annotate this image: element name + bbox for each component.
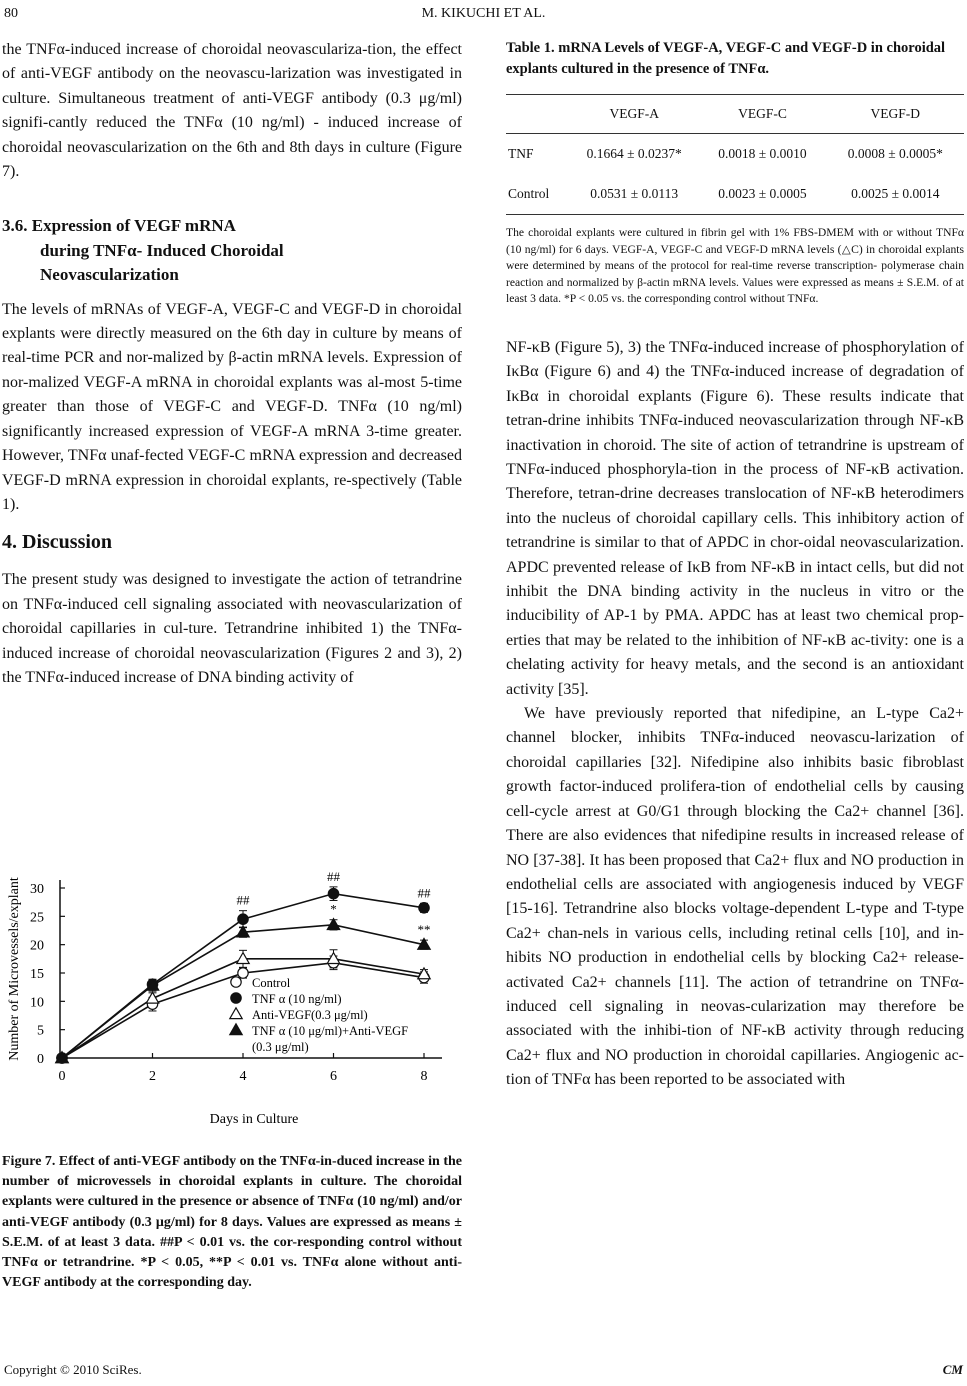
x-tick-label: 0	[58, 1069, 66, 1084]
table-cell: 0.0018 ± 0.0010	[718, 146, 807, 161]
significance-label: ##	[417, 885, 431, 901]
table-row	[506, 134, 964, 175]
table-cell: 0.0008 ± 0.0005*	[847, 146, 943, 161]
x-tick-label: 6	[330, 1069, 337, 1084]
significance-label: ##	[327, 868, 340, 884]
paragraph-nfkb: NF-κB (Figure 5), 3) the TNFα-induced increase of phosphorylation of IκBα (Figure 6) and 4) the TNFα-induced increase of degradation of IκBα in choroidal explants (Figure 6). These results indicate that tetran-drine inhibits TNFα-induced neovascularization through NF-κB inactivation in choroid. The site of action of tetrandrine is upstream of TNFα-induced phosphoryla-tion in the process of NF-κB activation. Therefore, tetran-drine decreases translocation of NF-κB heterodimers into the nucleus of choroidal capillary cells. This inhibitory action of tetrandrine is similar to that of APDC in chor-oidal neovascularization. APDC prevented release of IκB from NF-κB in intact cells, but did not inhibit the DNA binding activity in the nucleus in vitro or the inducibility of AP-1 by PMA. APDC has at least two chemical prop-erties that may be related to the inhibition of NF-κB ac-tivity: one is a chelating activity for heavy metals, and the second is an antioxidant activity [35].	[506, 338, 964, 698]
running-title: M. KIKUCHI ET AL.	[421, 6, 546, 21]
y-tick-label: 25	[30, 910, 44, 926]
table-note: The choroidal explants were cultured in fibrin gel with 1% FBS-DMEM with or without TNFα (10 ng/ml) for 6 days. VEGF-A, VEGF-C and VEGF-D mRNA levels (△C) in choroidal explants were determined by means of the protocol for real-time reverse transcription- polymerase chain reaction and normalized by β-actin mRNA levels. Values were expressed as means ± S.E.M. of at least 3 data. *P < 0.05 vs. the corresponding control without TNFα.	[506, 226, 964, 306]
y-tick-label: 5	[37, 1023, 44, 1039]
y-tick-label: 15	[30, 967, 44, 982]
paragraph-figure7-intro: the TNFα-induced increase of choroidal neovasculariza-tion, the effect of anti-VEGF antibody on the neovascu-larization was investigated in culture. Simultaneous treatment of anti-VEGF antibody (0.3 μg/ml) signifi-cantly reduced the TNFα (10 ng/ml) - induced increase of choroidal neovascularization on the 6th and 8th days in culture (Figure 7).	[2, 41, 462, 181]
table-cell: 0.0025 ± 0.0014	[827, 174, 964, 215]
significance-label: *	[330, 901, 337, 917]
y-axis-label: Number of Microvessels/explant	[7, 877, 22, 1061]
table-header-row	[506, 95, 964, 134]
x-axis-label: Days in Culture	[209, 1112, 299, 1127]
legend-marker	[231, 993, 241, 1003]
section-heading-discussion: 4. Discussion	[2, 531, 113, 554]
table-header-cell: VEGF-D	[827, 95, 964, 134]
mrna-table	[506, 94, 964, 215]
table-row	[506, 174, 964, 215]
table-cell: Control	[506, 174, 570, 215]
x-tick-label: 8	[420, 1069, 428, 1084]
y-tick-label: 30	[30, 882, 44, 897]
data-point	[238, 968, 248, 978]
table-cell: 0.0023 ± 0.0005	[698, 174, 826, 215]
x-tick-label: 4	[239, 1069, 247, 1084]
table-cell: 0.0531 ± 0.0113	[570, 174, 698, 215]
data-point	[419, 903, 429, 913]
table-title: Table 1. mRNA Levels of VEGF-A, VEGF-C and VEGF-D in choroidal explants cultured in the presence of TNFα.	[506, 40, 946, 77]
paragraph-discussion-start: The present study was designed to investigate the action of tetrandrine on TNFα-induced cell signaling associated with neovascularization of choroidal capillaries in cul-ture. Tetrandrine inhibited 1) the TNFα-induced increase of choroidal neovascularization (Figures 2 and 3), 2) the TNFα-induced increase of DNA binding activity of	[2, 571, 462, 686]
line-chart	[2, 826, 462, 1130]
significance-label: **	[417, 922, 431, 938]
left-column	[2, 38, 462, 690]
legend-label: (0.3 μg/ml)	[252, 1040, 309, 1054]
subsection-heading-line1: 3.6. Expression of VEGF mRNA	[2, 216, 236, 236]
data-point	[328, 888, 338, 898]
table-header-cell: VEGF-C	[698, 95, 826, 134]
legend-label: Anti-VEGF(0.3 μg/ml)	[252, 1008, 368, 1022]
page-header	[0, 6, 967, 28]
copyright: Copyright © 2010 SciRes.	[4, 1362, 142, 1377]
paragraph-vegf-mrna: The levels of mRNAs of VEGF-A, VEGF-C and VEGF-D in choroidal explants were directly measured on the 6th day in culture by means of real-time PCR and nor-malized by β-actin mRNA levels. Expression of nor-malized VEGF-A mRNA in choroidal explants was al-most 5-time greater than those of VEGF-C and VEGF-D. TNFα (10 ng/ml) significantly increased expression of VEGF-A mRNA 3-time greater. However, TNFα unaf-fected VEGF-C mRNA expression and decreased VEGF-D mRNA expression in choroidal explants, re-spectively (Table 1).	[2, 300, 462, 513]
legend-label: TNF α (10 μg/ml)+Anti-VEGF	[252, 1024, 409, 1038]
y-tick-label: 10	[30, 995, 44, 1011]
y-tick-label: 20	[30, 938, 44, 954]
figure-7-chart	[2, 826, 462, 1130]
legend-label: TNF α (10 ng/ml)	[252, 992, 342, 1006]
subsection-heading-line2: during TNFα- Induced Choroidal	[40, 240, 284, 260]
subsection-heading	[2, 214, 462, 287]
right-column	[506, 38, 964, 1093]
x-tick-label: 2	[149, 1069, 156, 1084]
legend-label: Control	[252, 976, 291, 990]
table-cell: 0.1664 ± 0.0237*	[586, 146, 682, 161]
legend-marker	[231, 977, 241, 987]
table-cell: TNF	[508, 146, 534, 161]
table-header-cell: VEGF-A	[570, 95, 698, 134]
page-number: 80	[4, 6, 18, 21]
figure-caption: Figure 7. Effect of anti-VEGF antibody on the TNFα-in-duced increase in the number of microvessels in choroidal explants in culture. The choroidal explants were cultured in the presence or absence of TNFα (10 ng/ml) and/or anti-VEGF antibody (0.3 μg/ml) for 8 days. Values are expressed as means ± S.E.M. of at least 3 data. ##P < 0.01 vs. the cor-responding control without TNFα or tetrandrine. *P < 0.05, **P < 0.01 vs. TNFα alone without anti-VEGF antibody at the corresponding day.	[2, 1154, 462, 1291]
y-tick-label: 0	[37, 1052, 44, 1067]
paragraph-nifedipine: We have previously reported that nifedipine, an L-type Ca2+ channel blocker, inhibits TNFα-induced neovascu-larization of choroidal capillaries [32]. Nifedipine also inhibits basic fibroblast growth factor-induced prolifera-tion of endothelial cells by causing cell-cycle arrest at G0/G1 through blocking the Ca2+ channel [36]. There are also evidences that nifedipine results in increased release of NO [37-38]. It has been proposed that Ca2+ flux and NO production in endothelial cells are associated with angiogenesis induced by VEGF [15-16]. Tetrandrine also blocks voltage-dependent L-type and T-type Ca2+ chan-nels in various cells, including retinal cells [10], and in-hibits NO production in endothelial cells by blocking Ca2+ release-activated Ca2+ channels [11]. The action of tetrandrine on TNFα-induced cell signaling in neovas-cularization may therefore be associated with the inhibi-tion of NF-κB activity through reducing Ca2+ flux and NO production in choroidal capillaries. Angiogenic ac-tion of TNFα has been reported to be associated with	[506, 705, 964, 1089]
significance-label: ##	[236, 892, 250, 908]
journal-abbrev: CM	[942, 1362, 963, 1377]
data-point	[238, 914, 248, 924]
subsection-heading-line3: Neovascularization	[40, 265, 179, 285]
table-header-cell	[506, 95, 570, 134]
